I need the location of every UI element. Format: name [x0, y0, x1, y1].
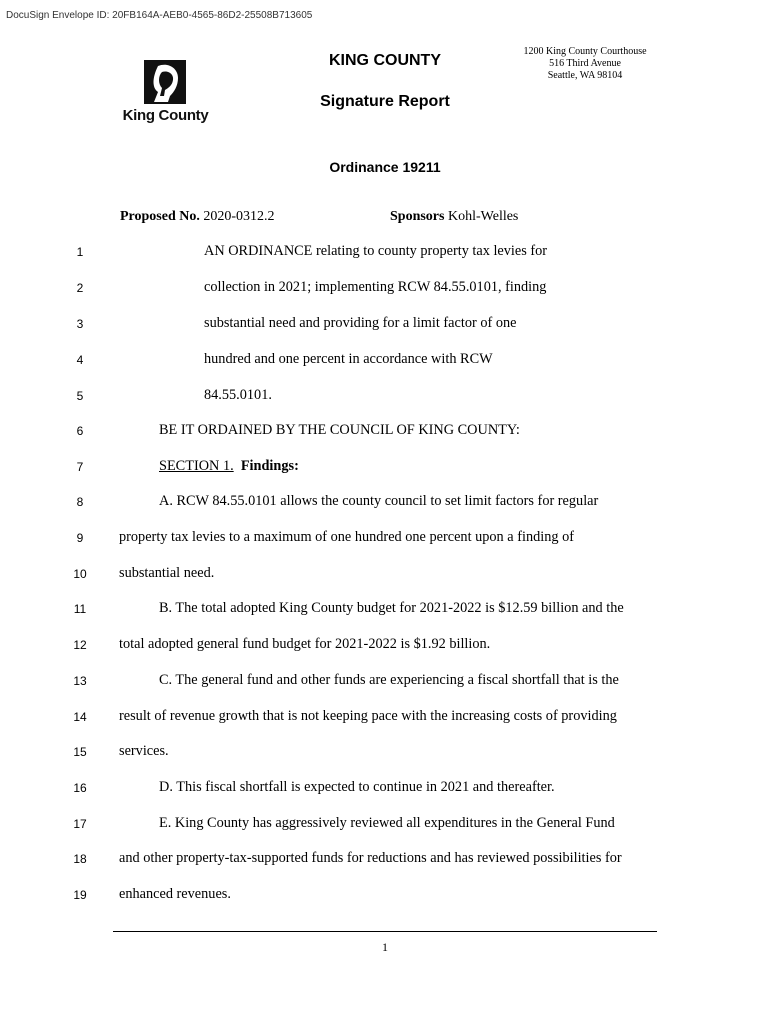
line-number: 3 [76, 317, 84, 331]
docusign-envelope-id: DocuSign Envelope ID: 20FB164A-AEB0-4565-86D2-25508B713605 [6, 10, 313, 21]
line-number: 7 [76, 460, 84, 474]
line-number: 18 [73, 852, 87, 866]
line-number: 1 [76, 245, 84, 259]
section-title: Findings: [240, 458, 299, 474]
line-number: 17 [73, 817, 87, 831]
ordinance-title: Ordinance 19211 [329, 159, 441, 175]
line-text: total adopted general fund budget for 2021-2022 is $1.92 billion. [119, 636, 491, 652]
numbered-line [0, 422, 770, 444]
line-text: substantial need. [119, 565, 215, 581]
report-title: Signature Report [320, 93, 450, 110]
numbered-line [0, 672, 770, 694]
numbered-line [0, 493, 770, 515]
line-number: 11 [73, 602, 87, 616]
line-text: hundred and one percent in accordance with RCW [204, 351, 493, 367]
line-number: 4 [76, 353, 84, 367]
numbered-line [0, 743, 770, 765]
numbered-line [0, 565, 770, 587]
numbered-line [0, 850, 770, 872]
page-number: 1 [382, 940, 388, 954]
line-text: result of revenue growth that is not keeping pace with the increasing costs of providing [119, 708, 617, 724]
line-number: 9 [76, 531, 84, 545]
numbered-line [0, 708, 770, 730]
proposed-value: 2020-0312.2 [203, 209, 275, 224]
numbered-line [0, 279, 770, 301]
line-number: 6 [76, 424, 84, 438]
line-text: B. The total adopted King County budget for 2021-2022 is $12.59 billion and the [159, 600, 624, 616]
address-line-1: 1200 King County Courthouse [523, 46, 647, 57]
king-county-logo [118, 58, 213, 130]
sponsors [390, 209, 518, 225]
sponsors-label: Sponsors [390, 209, 445, 224]
numbered-line [0, 815, 770, 837]
line-text: 84.55.0101. [204, 387, 272, 403]
line-text: enhanced revenues. [119, 886, 231, 902]
line-text: BE IT ORDAINED BY THE COUNCIL OF KING COUNTY: [159, 422, 520, 438]
address-line-2: 516 Third Avenue [549, 58, 621, 69]
line-text: D. This fiscal shortfall is expected to continue in 2021 and thereafter. [159, 779, 555, 795]
line-text: E. King County has aggressively reviewed all expenditures in the General Fund [159, 815, 615, 831]
numbered-line [0, 529, 770, 551]
line-number: 16 [73, 781, 87, 795]
line-text: A. RCW 84.55.0101 allows the county council to set limit factors for regular [159, 493, 599, 509]
line-number: 12 [73, 638, 87, 652]
numbered-line [0, 458, 770, 480]
line-text: services. [119, 743, 169, 759]
proposed-label: Proposed No. [120, 209, 200, 224]
line-number: 8 [76, 495, 84, 509]
line-text: C. The general fund and other funds are experiencing a fiscal shortfall that is the [159, 672, 619, 688]
proposed-number [120, 209, 275, 225]
footer-divider [113, 931, 657, 932]
numbered-line [0, 243, 770, 265]
line-number: 5 [76, 389, 84, 403]
line-number: 10 [73, 567, 87, 581]
section-number: SECTION 1. [159, 458, 234, 474]
address-block [505, 46, 665, 82]
numbered-line [0, 600, 770, 622]
line-number: 13 [73, 674, 87, 688]
numbered-line [0, 886, 770, 908]
section-heading [159, 458, 299, 475]
line-number: 19 [73, 888, 87, 902]
line-number: 14 [73, 710, 87, 724]
line-text: collection in 2021; implementing RCW 84.55.0101, finding [204, 279, 547, 295]
address-line-3: Seattle, WA 98104 [547, 70, 623, 81]
numbered-line [0, 779, 770, 801]
line-text: substantial need and providing for a limit factor of one [204, 315, 517, 331]
king-county-logo-icon [118, 58, 213, 108]
line-text: and other property-tax-supported funds for reductions and has reviewed possibilities for [119, 850, 622, 866]
numbered-line [0, 387, 770, 409]
line-text: AN ORDINANCE relating to county property tax levies for [204, 243, 548, 259]
numbered-line [0, 351, 770, 373]
line-number: 15 [73, 745, 87, 759]
line-text: property tax levies to a maximum of one hundred one percent upon a finding of [119, 529, 574, 545]
sponsors-value: Kohl-Welles [447, 209, 519, 224]
org-name: KING COUNTY [329, 52, 441, 69]
numbered-line [0, 315, 770, 337]
logo-wordmark: King County [122, 107, 209, 124]
line-number: 2 [76, 281, 84, 295]
numbered-line [0, 636, 770, 658]
